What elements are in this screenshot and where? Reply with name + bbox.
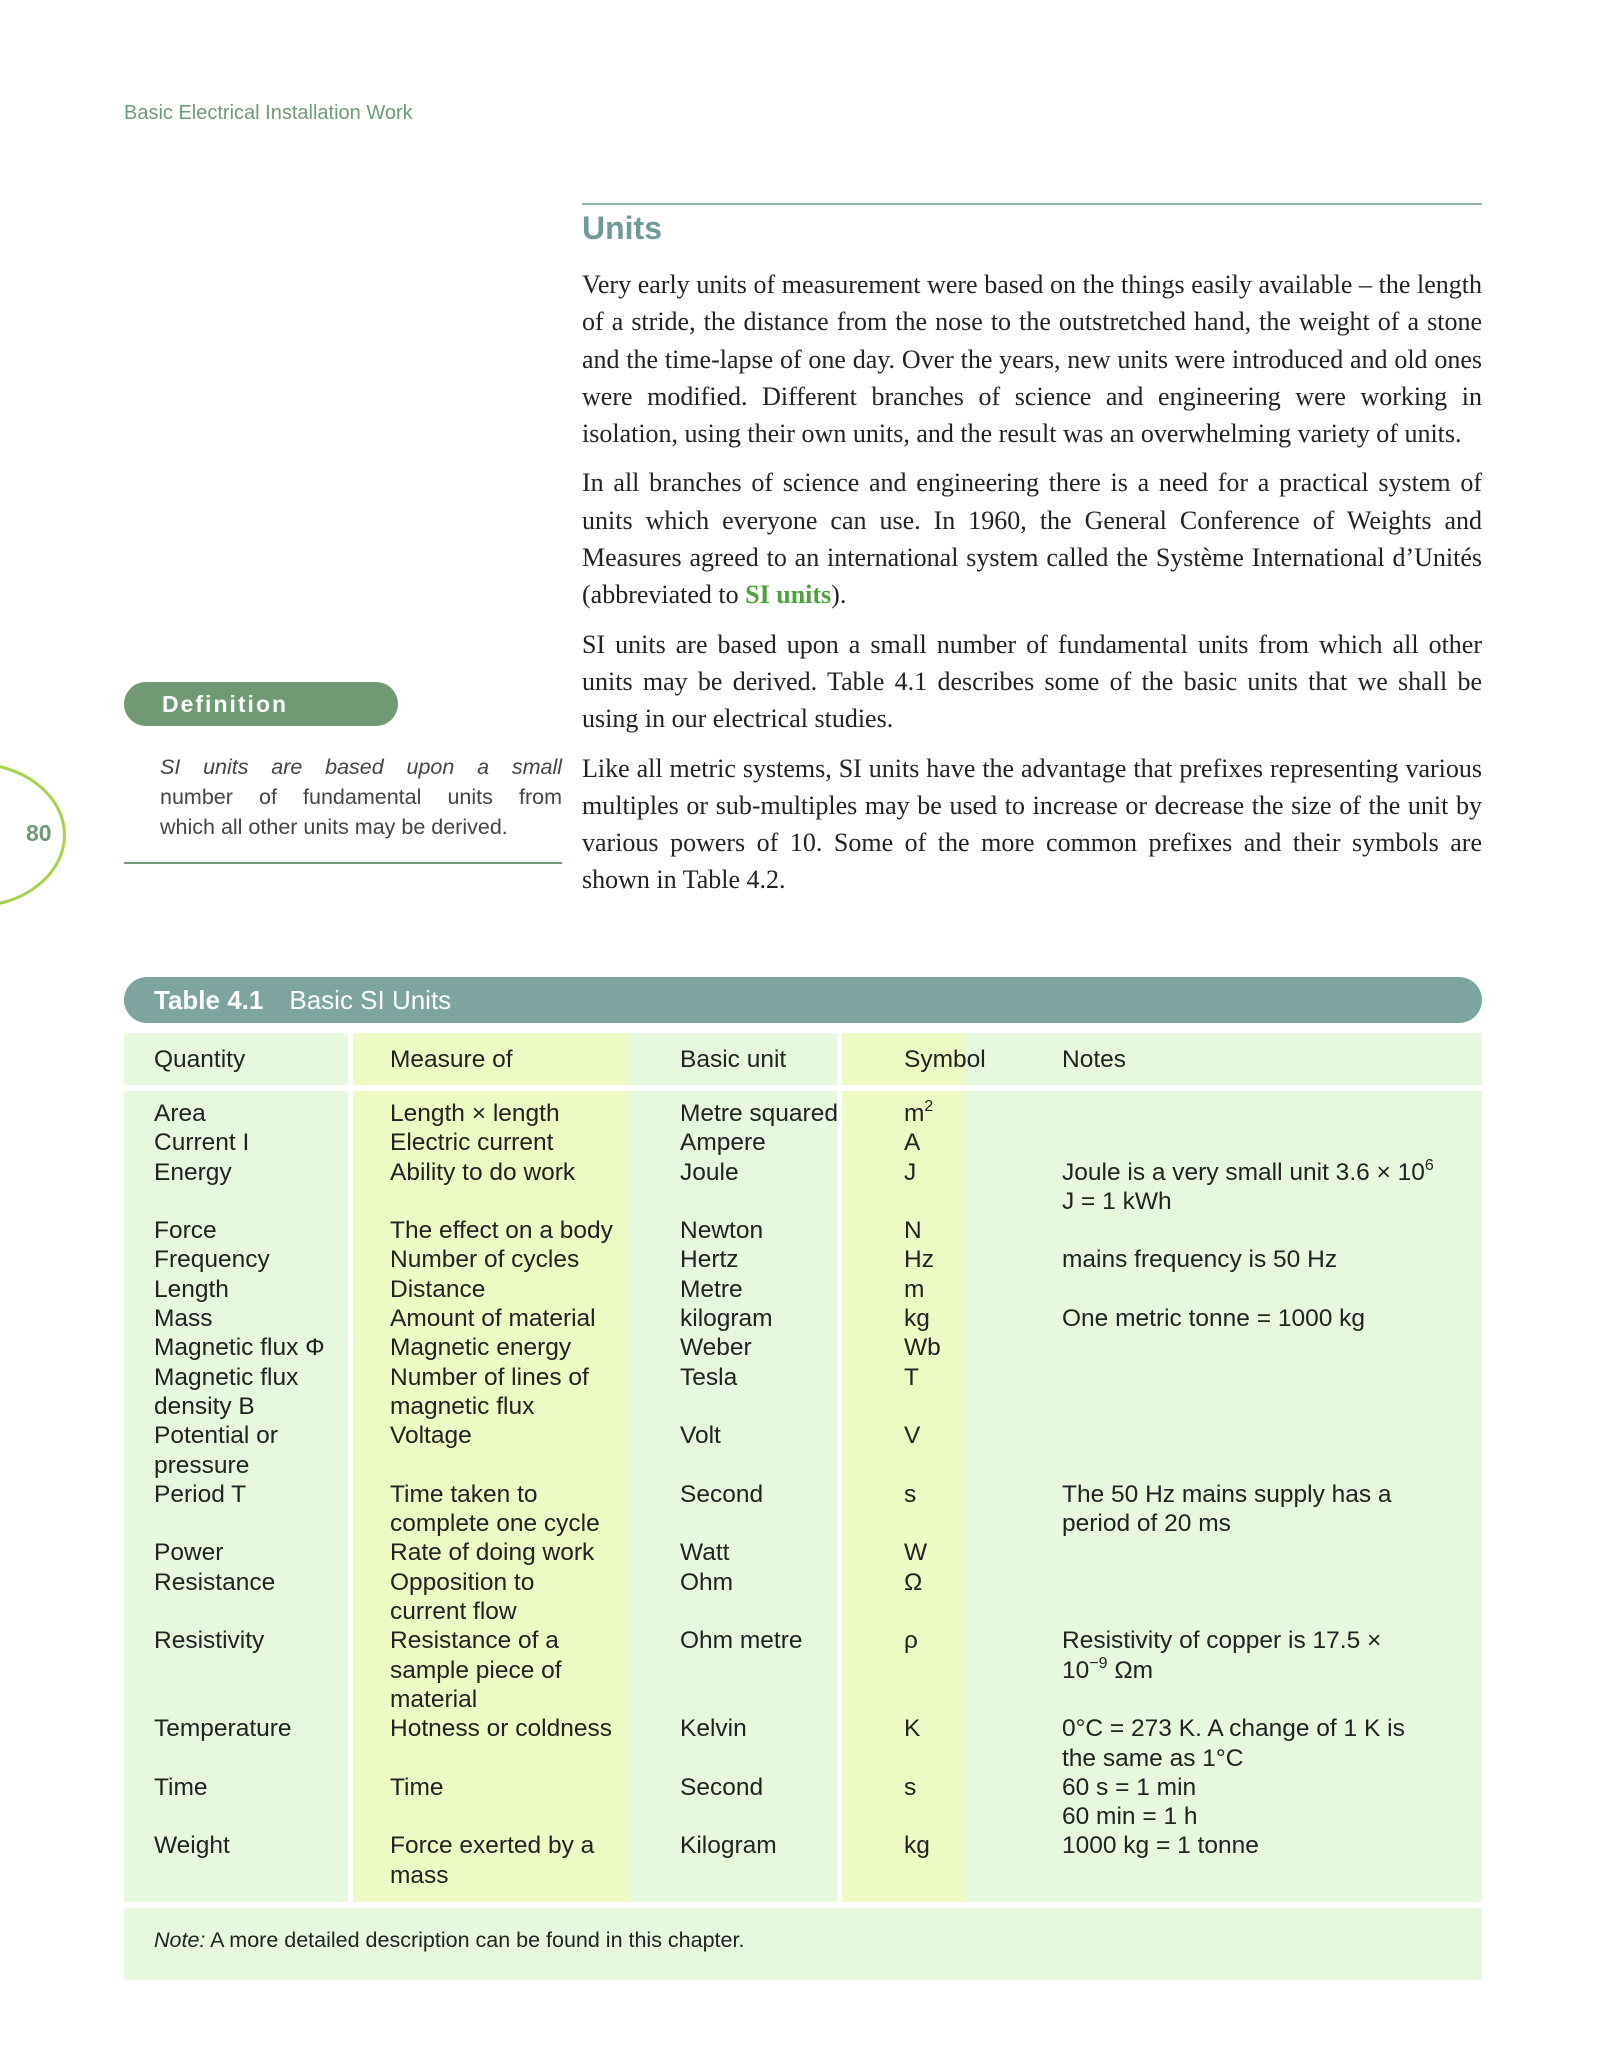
cell-quantity: Resistance — [154, 1568, 276, 1596]
cell-quantity: Frequency — [154, 1246, 270, 1274]
cell-basic-unit: Second — [680, 1773, 764, 1801]
cell-quantity: Area — [154, 1100, 206, 1127]
table-row — [124, 1275, 1482, 1304]
table-row — [124, 1831, 1482, 1890]
cell-measure-of: Force exerted by a mass — [390, 1832, 595, 1889]
table-row — [124, 1714, 1482, 1773]
cell-symbol: Hz — [904, 1246, 934, 1274]
units-table — [124, 1033, 1482, 1980]
cell-measure-of: Electric current — [390, 1129, 554, 1157]
table-row — [124, 1245, 1482, 1274]
header-symbol: Symbol — [904, 1046, 986, 1073]
cell-quantity: Temperature — [154, 1715, 292, 1743]
header-measure-of: Measure of — [390, 1046, 513, 1073]
cell-basic-unit: Ohm — [680, 1568, 734, 1596]
cell-symbol: $m^2$ — [904, 1098, 934, 1127]
cell-basic-unit: Joule — [680, 1158, 739, 1186]
cell-basic-unit: Tesla — [680, 1363, 738, 1391]
table-row — [124, 1304, 1482, 1333]
cell-quantity: Force — [154, 1217, 217, 1245]
si-units-term: SI units — [745, 580, 832, 610]
cell-quantity: Potential or pressure — [154, 1422, 278, 1479]
cell-symbol: T — [904, 1363, 919, 1391]
cell-notes: The 50 Hz mains supply has a period of 20 ms — [1062, 1480, 1392, 1538]
cell-quantity: Magnetic flux Φ — [154, 1334, 325, 1362]
cell-measure-of: Rate of doing work — [390, 1539, 595, 1567]
cell-measure-of: Time — [390, 1773, 444, 1801]
cell-symbol: Wb — [904, 1334, 941, 1362]
header-quantity: Quantity — [154, 1046, 246, 1073]
cell-quantity: Resistivity — [154, 1627, 265, 1655]
cell-symbol: J — [904, 1158, 917, 1186]
table-row — [124, 1421, 1482, 1480]
cell-symbol: kg — [904, 1305, 930, 1333]
header-separator — [124, 1085, 1482, 1091]
cell-symbol: N — [904, 1217, 922, 1245]
cell-basic-unit: Metre squared — [680, 1100, 838, 1127]
paragraph-4: Like all metric systems, SI units have the advantage that prefixes representing various multiples or sub-multiples may be used to increase or decrease the size of the unit by various powers of 10. Some of the more common prefixes and their symbols are shown in Table 4.2. — [582, 753, 1482, 895]
cell-notes: 60 s = 1 min 60 min = 1 h — [1062, 1773, 1198, 1831]
cell-symbol: m — [904, 1275, 925, 1303]
table-row — [124, 1363, 1482, 1422]
table-row — [124, 1216, 1482, 1245]
cell-notes: One metric tonne = 1000 kg — [1062, 1305, 1366, 1333]
cell-basic-unit: Hertz — [680, 1246, 739, 1274]
cell-measure-of: Time taken to complete one cycle — [390, 1480, 600, 1538]
cell-notes: 1000 kg = 1 tonne — [1062, 1832, 1259, 1860]
cell-measure-of: The effect on a body — [390, 1217, 613, 1245]
cell-symbol: ρ — [904, 1627, 918, 1655]
definition-line: which all other units may be derived. — [160, 815, 508, 839]
paragraph-1: Very early units of measurement were based on the things easily available – the length of a stride, the distance from the nose to the outstretched hand, the weight of a stone and the time-lapse of one day. Over the years, new units were introduced and old ones were modified. Different branches of science and engineering were working in isolation, using their own units, and the result was an overwhelming variety of units. — [582, 270, 1482, 449]
table-row — [124, 1158, 1482, 1217]
cell-measure-of: Resistance of a sample piece of material — [390, 1627, 562, 1713]
table-row — [124, 1333, 1482, 1362]
cell-quantity: Weight — [154, 1832, 230, 1860]
section-heading: Units — [582, 210, 662, 246]
definition-line: SI units are based upon a small — [160, 755, 562, 779]
cell-quantity: Power — [154, 1539, 224, 1567]
section-rule — [582, 203, 1482, 205]
table-row — [124, 1538, 1482, 1567]
cell-notes: mains frequency is 50 Hz — [1062, 1246, 1338, 1274]
paragraph-3: SI units are based upon a small number of fundamental units from which all other units may be derived. Table 4.1 describes some of the basic units that we shall be using in our electrical studies. — [582, 629, 1482, 734]
cell-basic-unit: Weber — [680, 1334, 752, 1362]
cell-measure-of: Ability to do work — [390, 1158, 576, 1186]
cell-quantity: Magnetic flux density B — [154, 1363, 299, 1420]
cell-measure-of: Distance — [390, 1275, 486, 1303]
cell-quantity: Length — [154, 1275, 229, 1303]
cell-measure-of: Amount of material — [390, 1305, 596, 1333]
table-row — [124, 1128, 1482, 1157]
table-row — [124, 1480, 1482, 1539]
page-number: 80 — [26, 820, 52, 846]
cell-notes: Joule is a very small unit $3.6 \times 10^6$ J = 1 kWh — [1062, 1156, 1434, 1215]
table-title: Basic SI Units — [289, 985, 452, 1015]
table-row — [124, 1773, 1482, 1832]
header-notes: Notes — [1062, 1046, 1127, 1073]
cell-quantity: Energy — [154, 1158, 232, 1186]
cell-symbol: s — [904, 1773, 917, 1801]
cell-symbol: V — [904, 1422, 921, 1450]
cell-basic-unit: Watt — [680, 1539, 730, 1567]
table-row — [124, 1626, 1482, 1714]
cell-symbol: Ω — [904, 1568, 923, 1596]
table-row — [124, 1099, 1482, 1128]
cell-measure-of: Magnetic energy — [390, 1334, 572, 1362]
cell-basic-unit: Kilogram — [680, 1832, 777, 1860]
cell-basic-unit: Ohm metre — [680, 1627, 803, 1655]
cell-quantity: Current I — [154, 1129, 250, 1157]
cell-measure-of: Voltage — [390, 1422, 472, 1450]
table-note: Note: A more detailed description can be found in this chapter. — [154, 1928, 745, 1952]
table-body — [124, 1099, 1482, 1890]
cell-measure-of: Number of cycles — [390, 1246, 580, 1274]
running-head: Basic Electrical Installation Work — [124, 102, 413, 124]
cell-symbol: kg — [904, 1832, 930, 1860]
cell-measure-of: Hotness or coldness — [390, 1715, 612, 1743]
section-body — [582, 266, 1482, 911]
cell-basic-unit: Ampere — [680, 1129, 766, 1157]
table-row — [124, 1568, 1482, 1627]
cell-quantity: Time — [154, 1773, 208, 1801]
cell-notes: 0°C = 273 K. A change of 1 K is the same as 1°C — [1062, 1715, 1405, 1772]
cell-basic-unit: Volt — [680, 1422, 721, 1450]
cell-measure-of: Opposition to current flow — [390, 1568, 535, 1626]
cell-measure-of: Length × length — [390, 1100, 560, 1127]
definition-label: Definition — [124, 682, 398, 726]
cell-basic-unit: Kelvin — [680, 1715, 747, 1743]
note-separator — [124, 1902, 1482, 1908]
cell-measure-of: Number of lines of magnetic flux — [390, 1363, 589, 1420]
cell-basic-unit: kilogram — [680, 1305, 773, 1333]
cell-symbol: A — [904, 1129, 921, 1157]
definition-rule — [124, 862, 562, 864]
cell-basic-unit: Newton — [680, 1217, 764, 1245]
cell-symbol: s — [904, 1480, 917, 1508]
cell-notes: Resistivity of copper is 17.5 × $10^{-9}$ Ωm — [1062, 1627, 1382, 1684]
definition-text — [160, 752, 562, 842]
cell-basic-unit: Metre — [680, 1275, 743, 1303]
header-basic-unit: Basic unit — [680, 1046, 787, 1073]
cell-symbol: K — [904, 1715, 921, 1743]
cell-quantity: Mass — [154, 1305, 213, 1333]
cell-quantity: Period T — [154, 1480, 247, 1508]
definition-line: number of fundamental units from — [160, 785, 562, 809]
paragraph-2: In all branches of science and engineering there is a need for a practical system of units which everyone can use. In 1960, the General Conference of Weights and Measures agreed to an international system called the Système International d’Unités (abbreviated to SI units). — [582, 468, 1482, 610]
table-number: Table 4.1 — [154, 985, 264, 1015]
cell-symbol: W — [904, 1539, 928, 1567]
table-caption — [124, 977, 1482, 1023]
cell-basic-unit: Second — [680, 1480, 764, 1508]
